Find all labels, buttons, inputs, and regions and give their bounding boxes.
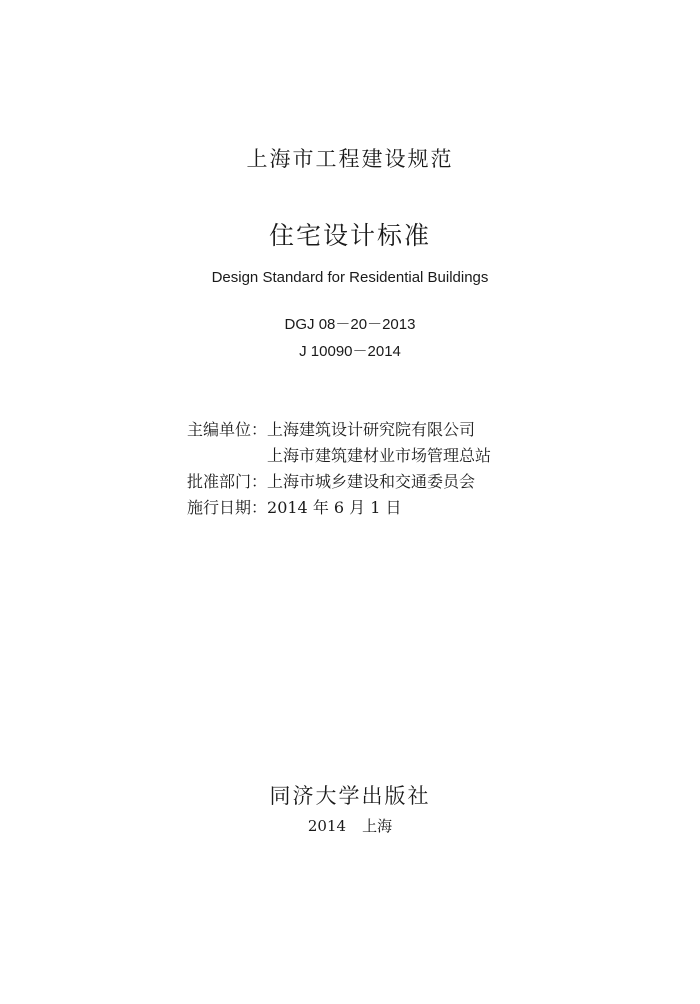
approver-row [187, 469, 491, 495]
effective-label: 施行日期： [187, 498, 268, 517]
effective-row [187, 495, 491, 521]
editor-row-2 [187, 443, 491, 469]
publication-year: 2014 [307, 817, 347, 835]
standard-code: DGJ 08－20－2013 [284, 316, 416, 333]
editor-label: 主编单位： [187, 420, 268, 439]
approver: 上海市城乡建设和交通委员会 [267, 472, 476, 491]
editor-1: 上海建筑设计研究院有限公司 [267, 420, 476, 439]
effective-date: 2014 年 6 月 1 日 [267, 498, 402, 517]
publication-line [0, 815, 700, 836]
document-title: 住宅设计标准 [268, 221, 431, 250]
editor-row [187, 417, 491, 443]
publisher-name: 同济大学出版社 [269, 784, 431, 808]
english-title: Design Standard for Residential Buildings [211, 269, 489, 286]
info-block [187, 417, 491, 521]
editor-2: 上海市建筑建材业市场管理总站 [267, 446, 492, 465]
approver-label: 批准部门： [187, 472, 268, 491]
series-title: 上海市工程建设规范 [246, 147, 454, 171]
record-code: J 10090－2014 [299, 343, 401, 360]
publication-city: 上海 [362, 817, 393, 835]
